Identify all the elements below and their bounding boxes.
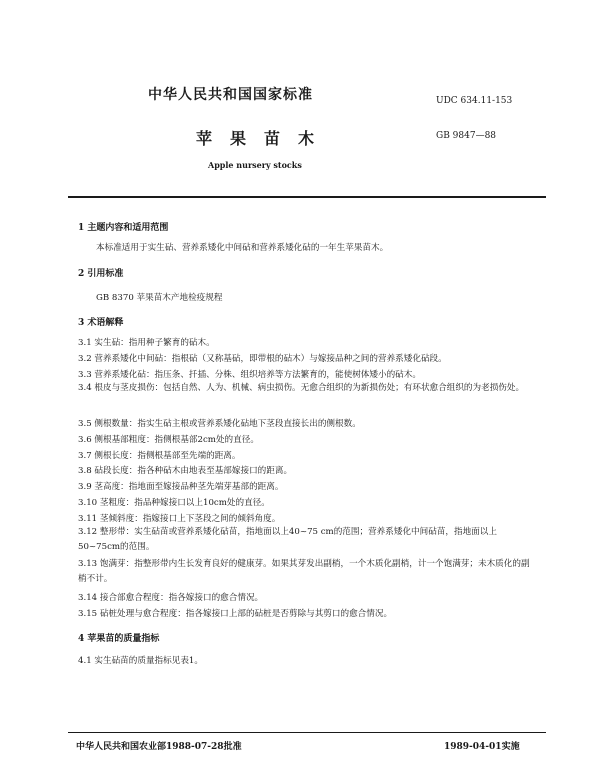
footer-divider (68, 732, 546, 733)
header-divider (68, 196, 546, 198)
term-3-7: 3.7 侧根长度：指侧根基部至先端的距离。 (78, 451, 241, 461)
term-3-2: 3.2 营养系矮化中间砧：指根砧（又称基砧，即带根的砧木）与嫁接品种之间的营养系矮化砧段。 (78, 354, 447, 364)
term-3-11: 3.11 茎倾斜度：指嫁接口上下茎段之间的倾斜角度。 (78, 514, 281, 524)
term-3-9: 3.9 茎高度：指地面至嫁接品种茎先端芽基部的距离。 (78, 482, 284, 492)
term-3-6: 3.6 侧根基部粗度：指侧根基部2cm处的直径。 (78, 435, 259, 445)
term-3-15: 3.15 砧桩处理与愈合程度：指各嫁接口上部的砧桩是否剪除与其剪口的愈合情况。 (78, 609, 393, 619)
term-3-10: 3.10 茎粗度：指品种嫁接口以上10cm处的直径。 (78, 498, 270, 508)
term-3-1: 3.1 实生砧：指用种子繁育的砧木。 (78, 338, 215, 348)
term-3-3: 3.3 营养系矮化砧：指压条、扦插、分株、组织培养等方法繁育的，能使树体矮小的砧木。 (78, 370, 421, 380)
section-1-text: 本标准适用于实生砧、营养系矮化中间砧和营养系矮化砧的一年生苹果苗木。 (96, 243, 389, 253)
term-3-12: 3.12 整形带：实生砧苗或营养系矮化砧苗，指地面以上40~75 cm的范围；营养系矮化中间砧苗，指地面以上50~75cm的范围。 (78, 527, 497, 552)
english-title: Apple nursery stocks (208, 160, 302, 170)
udc-code: UDC 634.11-153 (436, 96, 513, 106)
approval-line: 中华人民共和国农业部1988-07-28批准 (76, 742, 242, 752)
section-2-text: GB 8370 苹果苗木产地检疫规程 (96, 293, 223, 303)
gb-code: GB 9847—88 (436, 131, 497, 141)
section-1-heading: 1 主题内容和适用范围 (78, 223, 169, 233)
term-3-14: 3.14 接合部愈合程度：指各嫁接口的愈合情况。 (78, 593, 264, 603)
term-3-4: 3.4 根皮与茎皮损伤：包括自然、人为、机械、病虫损伤。无愈合组织的为新损伤处；有环状愈合组织的为老损伤处。 (78, 383, 525, 393)
section-2-heading: 2 引用标准 (78, 269, 124, 279)
standard-title: 中华人民共和国国家标准 (148, 87, 313, 103)
term-3-13: 3.13 饱满芽：指整形带内生长发育良好的健康芽。如果其芽发出副梢，一个木质化副梢，计一个饱满芽；未木质化的副梢不计。 (78, 559, 530, 584)
section-3-heading: 3 术语解释 (78, 318, 124, 328)
document-title: 苹果苗木 (196, 129, 333, 148)
section-4-1-text: 4.1 实生砧苗的质量指标见表1。 (78, 656, 203, 666)
term-3-8: 3.8 砧段长度：指各种砧木由地表至基部嫁接口的距离。 (78, 466, 293, 476)
term-3-5: 3.5 侧根数量：指实生砧主根或营养系矮化砧地下茎段直接长出的侧根数。 (78, 419, 361, 429)
section-4-heading: 4 苹果苗的质量指标 (78, 634, 160, 644)
implementation-date: 1989-04-01实施 (444, 742, 520, 752)
